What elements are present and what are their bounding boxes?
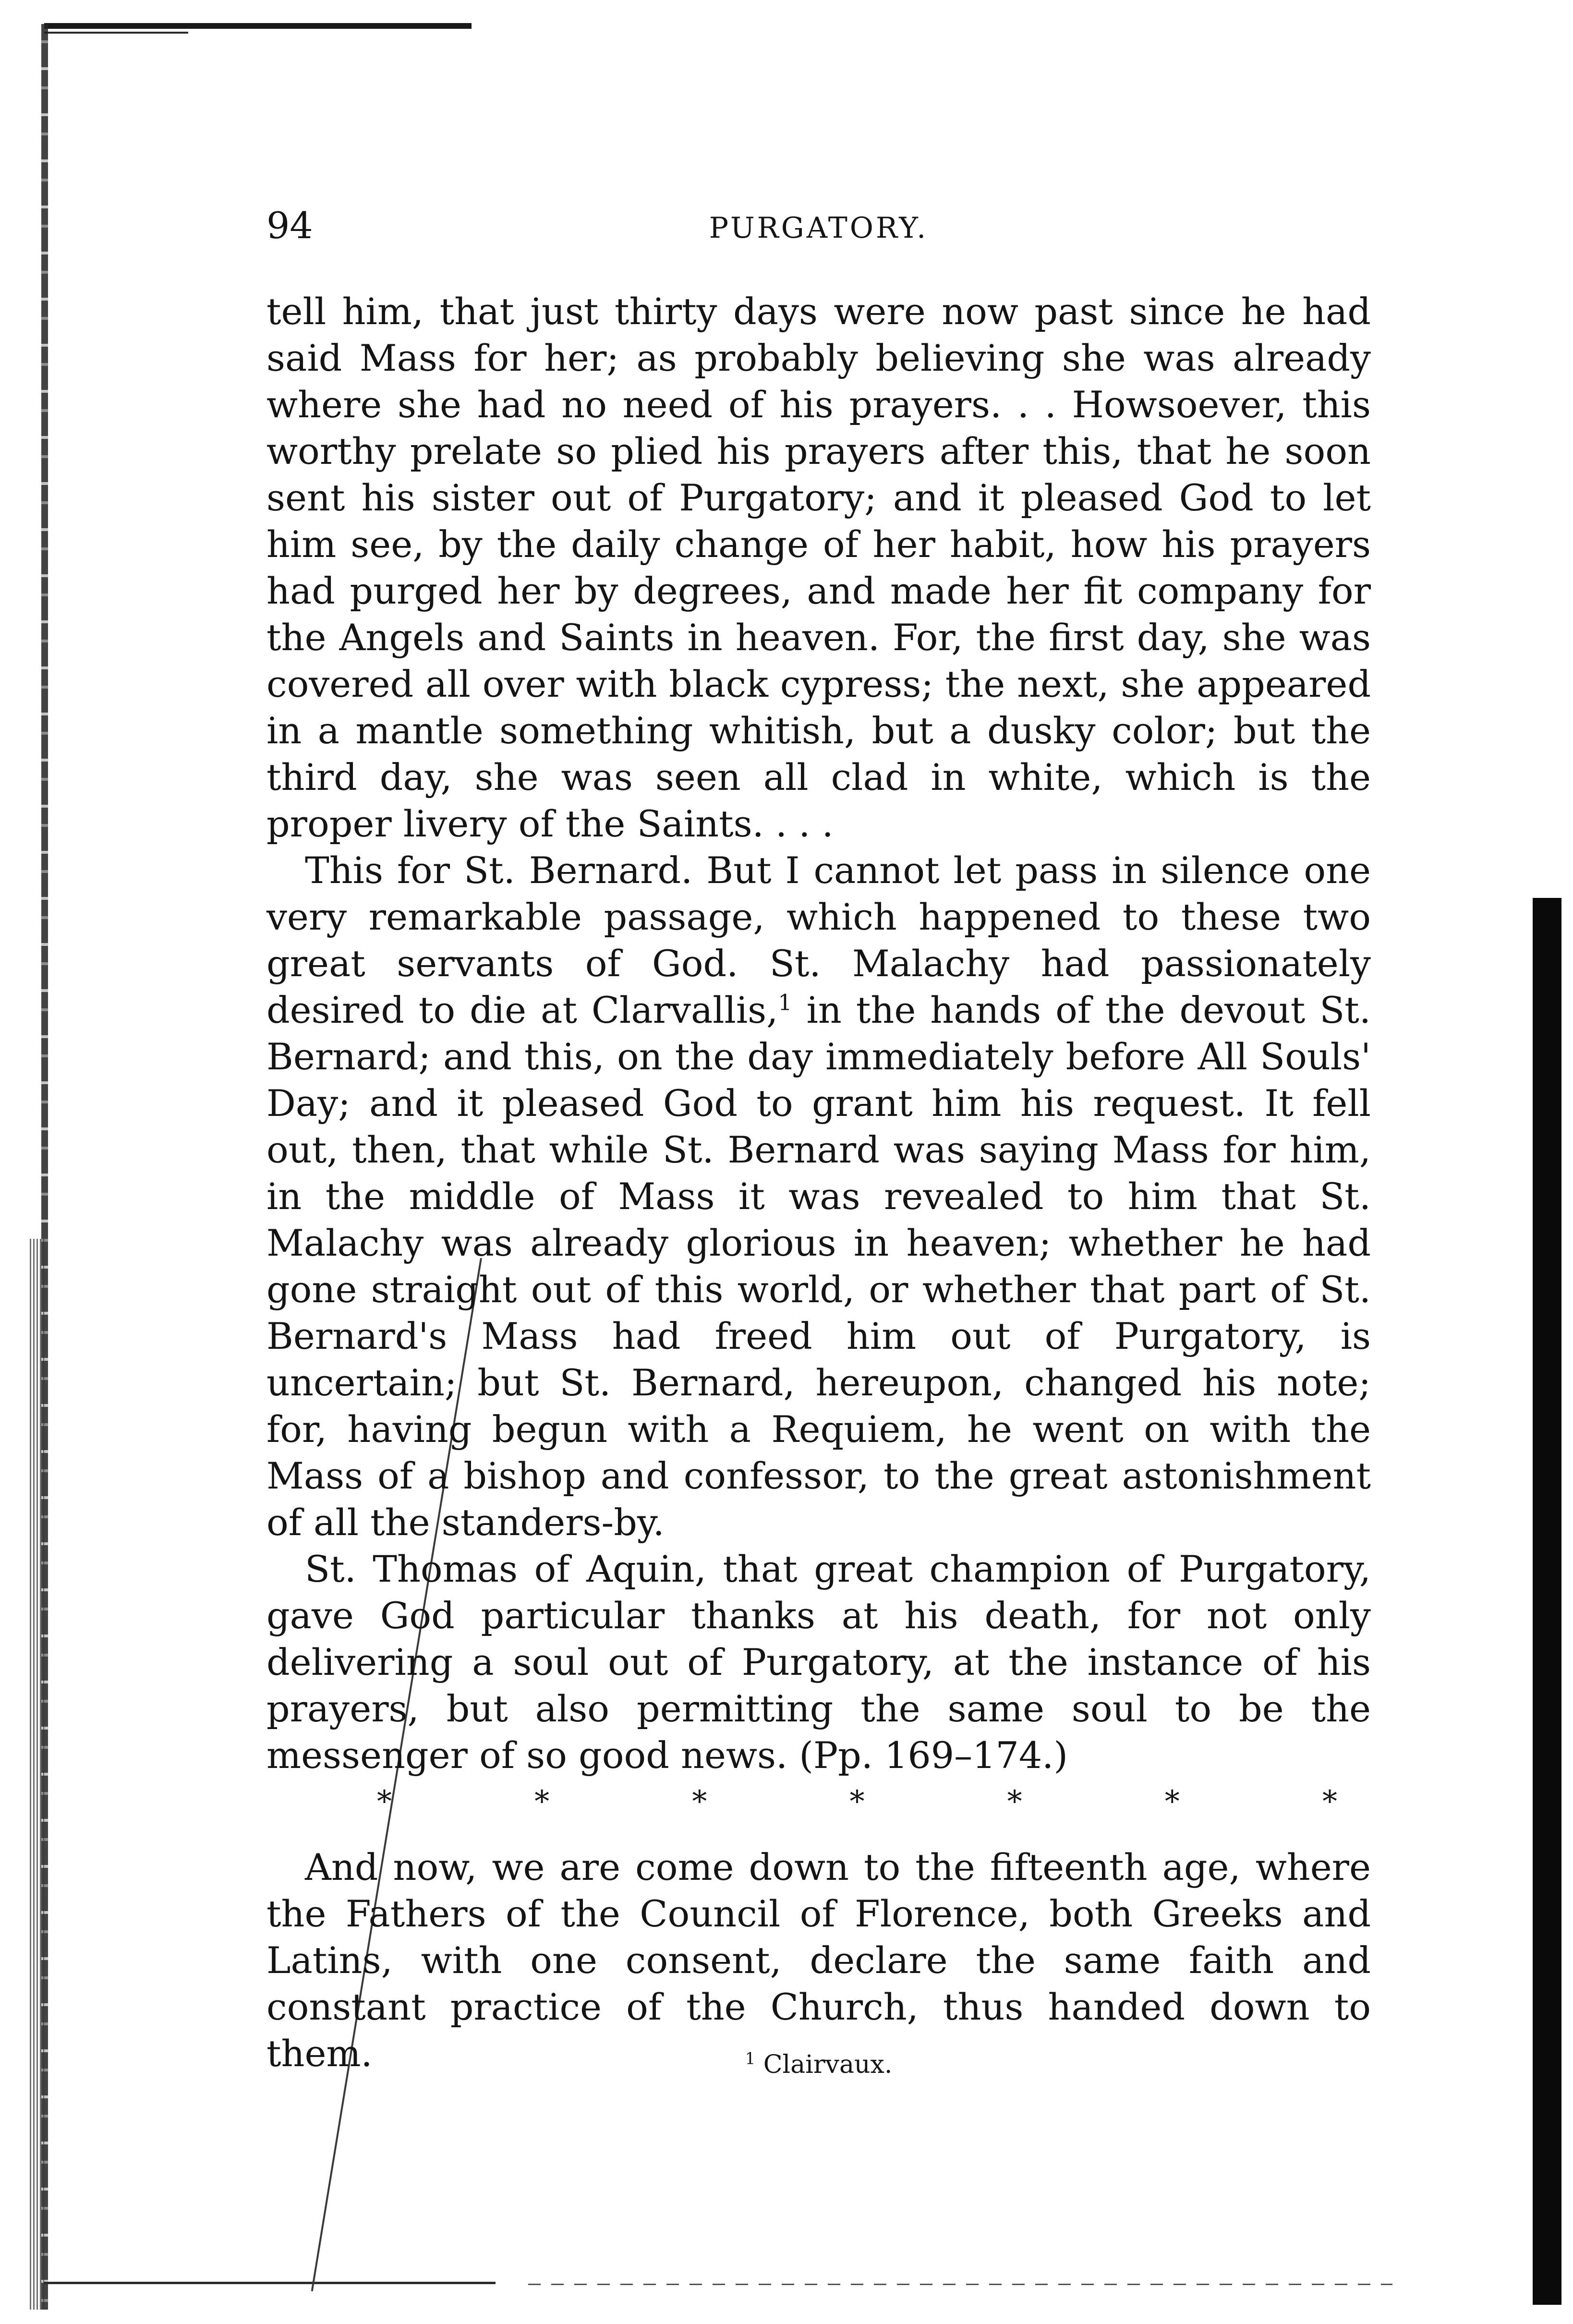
running-head: PURGATORY. xyxy=(709,211,929,245)
page-header xyxy=(266,202,1371,254)
paragraph xyxy=(266,847,1371,1546)
paragraph: tell him, that just thirty days were now past since he had said Mass for her; as probably believing she was already where she had no need of his prayers. . . Howsoever, this worthy prelate so plied his prayers after this, that he soon sent his sister out of Purgatory; and it pleased God to let him see, by the daily change of her habit, how his prayers had purged her by degrees, and made her fit company for the Angels and Saints in heaven. For, the first day, she was covered all over with black cypress; the next, she appeared in a mantle something whitish, but a dusky color; but the third day, she was seen all clad in white, which is the proper livery of the Saints. . . . xyxy=(266,290,1371,845)
section-break-star: * xyxy=(849,1784,865,1819)
footnote-text: Clairvaux. xyxy=(763,2050,893,2079)
paragraph-text: in the hands of the devout St. Bernard; and this, on the day immediately before All Souls' Day; and it pleased God to grant him his request. It fell out, then, that while St. Bernard was saying Mass for him, in the middle of Mass it was revealed to him that St. Malachy was already glorious in heaven; whether he had gone straight out of this world, or whether that part of St. Bernard's Mass had freed him out of Purgatory, is uncertain; but St. Bernard, hereupon, changed his note; for, having begun with a Requiem, he went on with the Mass of a bishop and confessor, to the great astonishment of all the standers-by. xyxy=(266,989,1371,1544)
page-number: 94 xyxy=(266,204,313,247)
section-break-star: * xyxy=(1322,1784,1337,1819)
scan-top-rule-thin xyxy=(44,32,188,34)
scan-bottom-rule xyxy=(44,2282,496,2284)
scan-left-binding-marks xyxy=(30,1239,44,2310)
paragraph-text: This for St. Bernard. But I cannot let pass in silence one very remarkable passage, which happened to these two great servants of God. St. Malachy had passionately desired to die at Clarvallis, xyxy=(266,849,1371,1031)
scan-top-rule xyxy=(44,23,472,29)
section-break-star: * xyxy=(534,1784,550,1819)
scan-bottom-dashes xyxy=(528,2284,1392,2285)
section-break xyxy=(266,1779,1371,1825)
page-body xyxy=(266,288,1371,2077)
section-break-star: * xyxy=(377,1784,392,1819)
paragraph: St. Thomas of Aquin, that great champion of Purgatory, gave God particular thanks at his death, for not only delivering a soul out of Purgatory, at the instance of his prayers, but also permitting the same soul to be the messenger of so good news. (Pp. 169–174.) xyxy=(266,1548,1371,1777)
section-break-star: * xyxy=(1164,1784,1180,1819)
section-break-star: * xyxy=(692,1784,707,1819)
footnote-reference[interactable]: 1 xyxy=(778,989,792,1016)
paragraph: And now, we are come down to the fifteenth age, where the Fathers of the Council of Florence, both Greeks and Latins, with one consent, declare the same faith and constant practice of the Church, thus handed down to them. xyxy=(266,1846,1371,2075)
scan-right-edge-bar xyxy=(1533,898,1561,2305)
section-break-star: * xyxy=(1007,1784,1022,1819)
footnote xyxy=(266,2048,1371,2082)
footnote-mark: 1 xyxy=(745,2049,756,2069)
